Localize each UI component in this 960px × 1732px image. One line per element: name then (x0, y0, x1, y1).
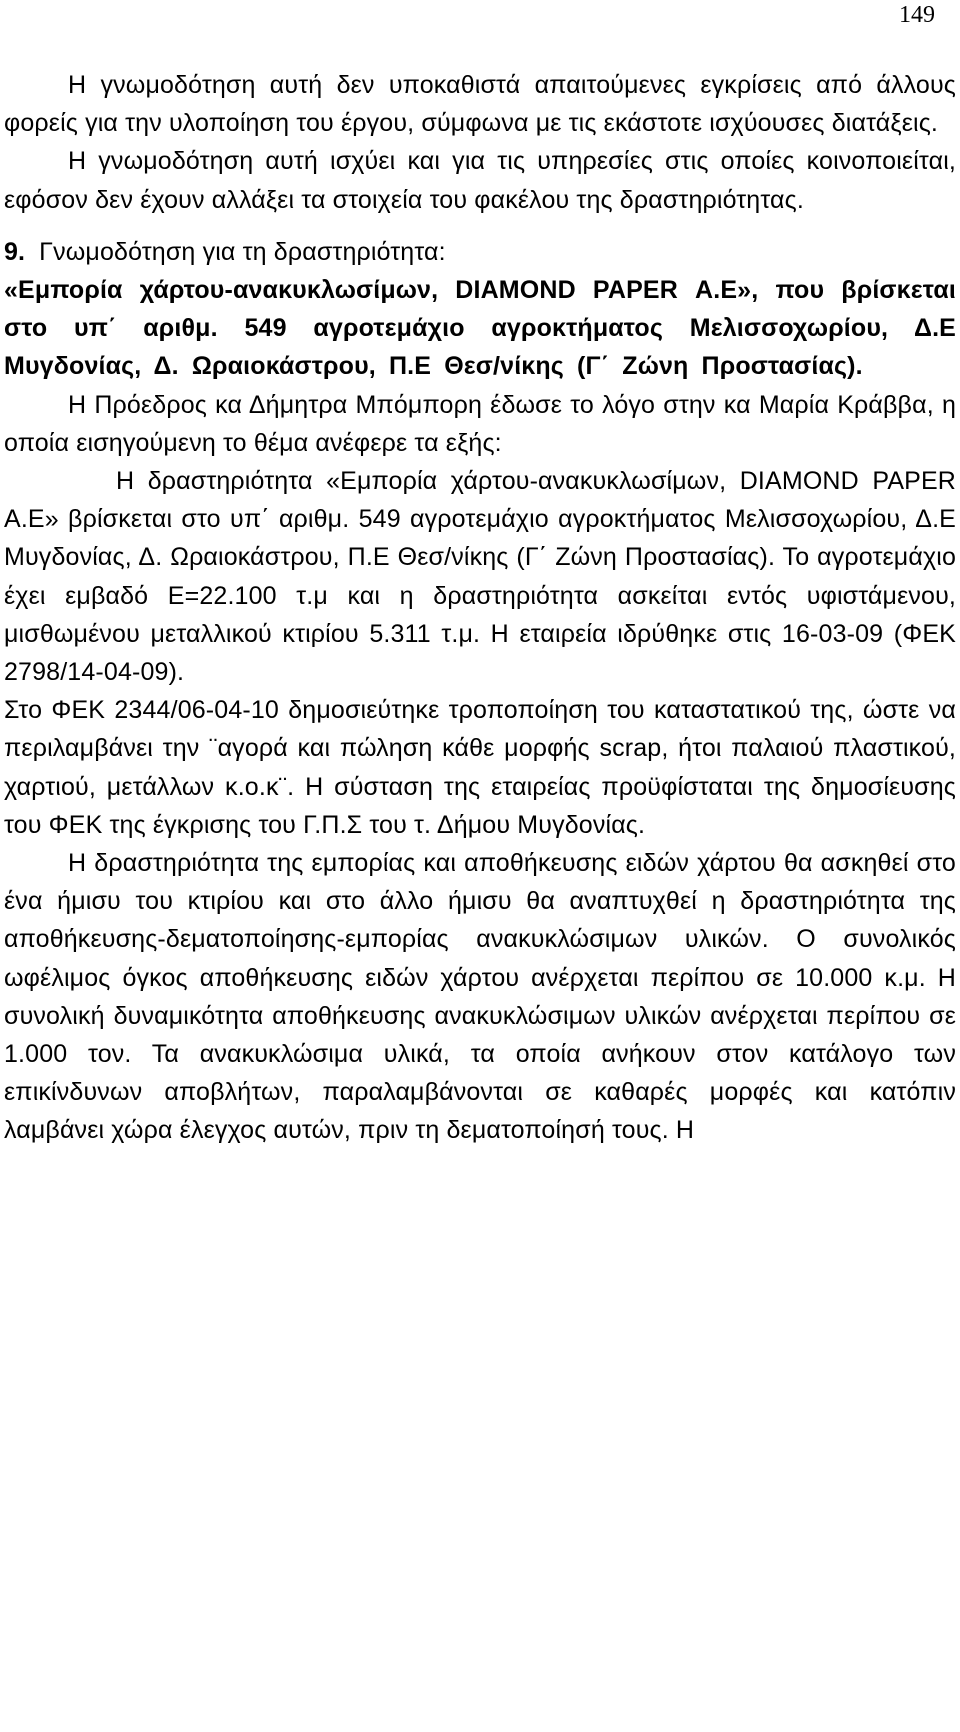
agenda-item-number: 9. (4, 237, 26, 266)
agenda-item-title-line (4, 233, 956, 271)
paragraph-storage-details: Η δραστηριότητα της εμπορίας και αποθήκευσης ειδών χάρτου θα ασκηθεί στο ένα ήμισυ του κτιρίου και στο άλλο ήμισυ θα αναπτυχθεί η δραστηριότητα της αποθήκευσης-δεματοποίησης-εμπορίας ανακυκλώσιμων υλικών. Ο συνολικός ωφέλιμος όγκος αποθήκευσης ειδών χάρτου ανέρχεται περίπου σε 10.000 κ.μ. Η συνολική δυναμικότητα αποθήκευσης ανακυκλώσιμων υλικών ανέρχεται περίπου σε 1.000 τον. Τα ανακυκλώσιμα υλικά, τα οποία ανήκουν στον κατάλογο των επικίνδυνων αποβλήτων, παραλαμβάνονται σε καθαρές μορφές και κατόπιν λαμβάνει χώρα έλεγχος αυτών, πριν τη δεματοποίησή τους. Η (4, 849, 956, 1145)
paragraph-introduction: Η Πρόεδρος κα Δήμητρα Μπόμπορη έδωσε το λόγο στην κα Μαρία Κράββα, η οποία εισηγούμενη το θέμα ανέφερε τα εξής: (4, 390, 956, 457)
agenda-item-subject: «Εμπορία χάρτου-ανακυκλωσίμων, DIAMOND PAPER Α.Ε», που βρίσκεται στο υπ΄ αριθμ. 549 αγροτεμάχιο αγροκτήματος Μελισσοχωρίου, Δ.Ε Μυγδονίας, Δ. Ωραιοκάστρου, Π.Ε Θεσ/νίκης (Γ΄ Ζώνη Προστασίας). (4, 276, 956, 381)
paragraph-activity-description: Η δραστηριότητα «Εμπορία χάρτου-ανακυκλωσίμων, DIAMOND PAPER Α.Ε» βρίσκεται στο υπ΄ αριθμ. 549 αγροτεμάχιο αγροκτήματος Μελισσοχωρίου, Δ.Ε Μυγδονίας, Δ. Ωραιοκάστρου, Π.Ε Θεσ/νίκης (Γ΄ Ζώνη Προστασίας). Το αγροτεμάχιο έχει εμβαδό Ε=22.100 τ.μ και η δραστηριότητα ασκείται εντός υφιστάμενου, μισθωμένου μεταλλικού κτιρίου 5.311 τ.μ. Η εταιρεία ιδρύθηκε στις 16-03-09 (ΦΕΚ 2798/14-04-09). (4, 467, 956, 687)
paragraph-statute-amendment: Στο ΦΕΚ 2344/06-04-10 δημοσιεύτηκε τροποποίηση του καταστατικού της, ώστε να περιλαμβάνει την ¨αγορά και πώληση κάθε μορφής scrap, ήτοι παλαιού πλαστικού, χαρτιού, μετάλλων κ.ο.κ¨. Η σύσταση της εταιρείας προϋφίσταται της δημοσίευσης του ΦΕΚ της έγκρισης του Γ.Π.Σ του τ. Δήμου Μυγδονίας. (4, 696, 956, 839)
agenda-item-heading (4, 233, 956, 386)
document-body (4, 66, 956, 1150)
page-number: 149 (899, 2, 935, 28)
agenda-item-title: Γνωμοδότηση για τη δραστηριότητα: (39, 237, 446, 266)
paragraph-approval-scope: Η γνωμοδότηση αυτή δεν υποκαθιστά απαιτούμενες εγκρίσεις από άλλους φορείς για την υλοποίηση του έργου, σύμφωνα με τις εκάστοτε ισχύουσες διατάξεις. (4, 71, 956, 138)
paragraph-validity: Η γνωμοδότηση αυτή ισχύει και για τις υπηρεσίες στις οποίες κοινοποιείται, εφόσον δεν έχουν αλλάξει τα στοιχεία του φακέλου της δραστηριότητας. (4, 147, 956, 214)
